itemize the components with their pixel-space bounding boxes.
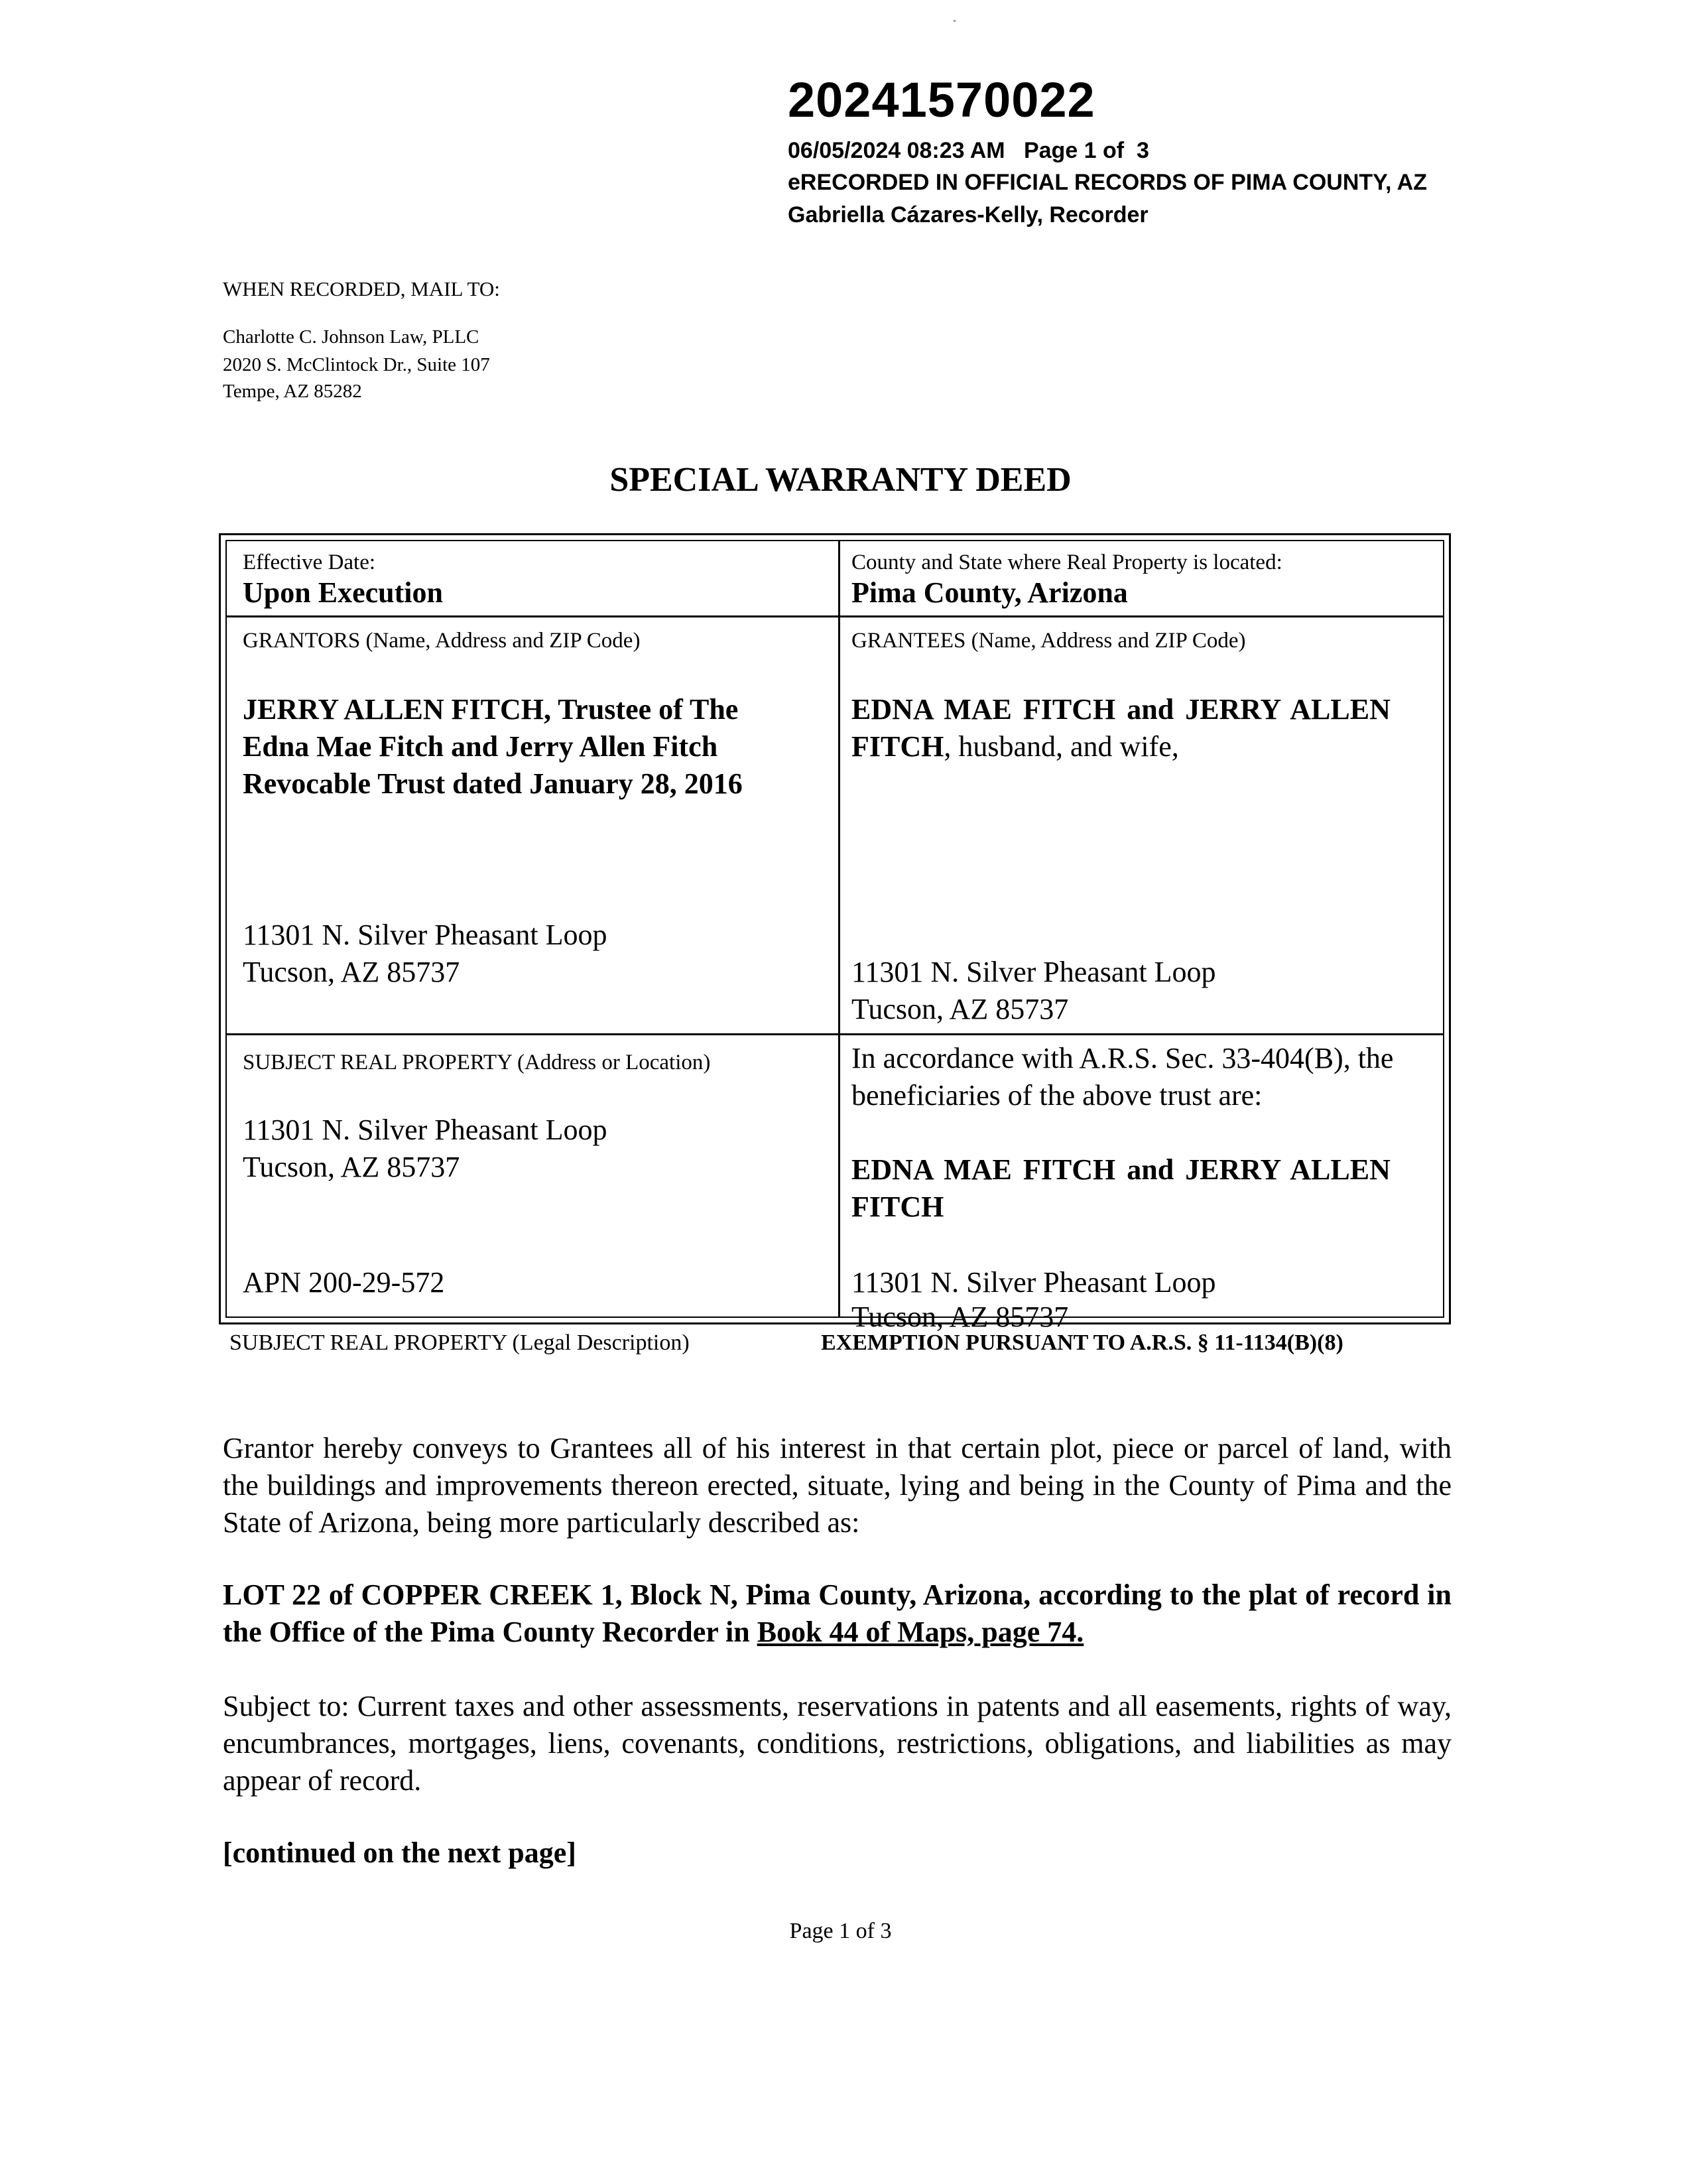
apn: APN 200-29-572 [243, 1266, 445, 1299]
mail-to-heading: WHEN RECORDED, MAIL TO: [223, 277, 500, 300]
recording-number: 20241570022 [788, 72, 1095, 127]
grantors-address-line: Tucson, AZ 85737 [243, 956, 460, 988]
subject-address-line: 11301 N. Silver Pheasant Loop [243, 1114, 607, 1146]
effective-date-label: Effective Date: [243, 550, 376, 574]
subject-to-paragraph: Subject to: Current taxes and other assessments, reservations in patents and all easements, rights of way, encumbrances, mortgages, liens, covenants, conditions, restrictions, obligations, and liabilities as may appear of record. [223, 1690, 1452, 1797]
mail-to-line: Charlotte C. Johnson Law, PLLC [223, 326, 479, 348]
beneficiaries-address-line: 11301 N. Silver Pheasant Loop [851, 1266, 1216, 1299]
mail-to-line: 2020 S. McClintock Dr., Suite 107 [223, 354, 490, 375]
scan-artifact [954, 20, 956, 22]
conveyance-paragraph: Grantor hereby conveys to Grantees all of his interest in that certain plot, piece or parcel of land, with the buildings and improvements thereon erected, situate, lying and being in the County of Pima and the State of Arizona, being more particularly described as: [223, 1432, 1452, 1539]
beneficiaries-intro-line: beneficiaries of the above trust are: [851, 1079, 1263, 1112]
recording-office: eRECORDED IN OFFICIAL RECORDS OF PIMA COUNTY, AZ [788, 170, 1428, 195]
grantors-name-line: JERRY ALLEN FITCH, Trustee of The [243, 693, 739, 726]
grantees-name-end: FITCH [851, 730, 944, 763]
page-footer: Page 1 of 3 [789, 1919, 892, 1943]
grantees-label: GRANTEES (Name, Address and ZIP Code) [851, 629, 1246, 653]
effective-date-value: Upon Execution [243, 576, 443, 609]
beneficiaries-name-line: EDNA MAE FITCH and JERRY ALLEN [851, 1153, 1391, 1186]
grantees-address-line: 11301 N. Silver Pheasant Loop [851, 956, 1216, 988]
beneficiaries-intro-line: In accordance with A.R.S. Sec. 33-404(B), the [851, 1042, 1394, 1074]
grantees-name-line [851, 728, 1179, 765]
grantees-address-line: Tucson, AZ 85737 [851, 993, 1069, 1025]
grantors-name-line: Edna Mae Fitch and Jerry Allen Fitch [243, 730, 718, 763]
table-row-divider [227, 615, 1443, 617]
deed-info-inner-border [225, 540, 1444, 1333]
legal-description-paragraph [223, 1576, 1452, 1651]
table-row-divider [227, 1033, 1443, 1035]
table-column-divider [838, 541, 840, 1317]
legal-description-label: SUBJECT REAL PROPERTY (Legal Description) [229, 1330, 690, 1355]
exemption-note: EXEMPTION PURSUANT TO A.R.S. § 11-1134(B)(8) [821, 1330, 1343, 1355]
beneficiaries-address-line: Tucson, AZ 85737 [851, 1301, 1069, 1333]
continued-note: [continued on the next page] [223, 1836, 576, 1869]
subject-property-label: SUBJECT REAL PROPERTY (Address or Location) [243, 1051, 711, 1074]
grantors-name-line: Revocable Trust dated January 28, 2016 [243, 767, 743, 800]
subject-address-line: Tucson, AZ 85737 [243, 1151, 460, 1183]
county-label: County and State where Real Property is located: [851, 550, 1282, 574]
grantees-relationship: , husband, and wife, [944, 730, 1179, 763]
county-value: Pima County, Arizona [851, 576, 1128, 609]
plat-reference: Book 44 of Maps, page 74. [757, 1616, 1084, 1648]
recorder-name: Gabriella Cázares-Kelly, Recorder [788, 202, 1149, 227]
deed-info-table [219, 533, 1451, 1333]
grantees-name-line: EDNA MAE FITCH and JERRY ALLEN [851, 693, 1391, 726]
grantors-label: GRANTORS (Name, Address and ZIP Code) [243, 629, 641, 653]
beneficiaries-name-line: FITCH [851, 1190, 944, 1223]
legal-description-text: LOT 22 of COPPER CREEK 1, Block N, Pima County, Arizona, according to the plat of record in the Office of the Pima County Recorder in [223, 1578, 1452, 1648]
document-title: SPECIAL WARRANTY DEED [609, 461, 1072, 499]
mail-to-line: Tempe, AZ 85282 [223, 381, 362, 402]
grantors-address-line: 11301 N. Silver Pheasant Loop [243, 919, 607, 951]
recording-datetime: 06/05/2024 08:23 AM Page 1 of 3 [788, 138, 1149, 163]
